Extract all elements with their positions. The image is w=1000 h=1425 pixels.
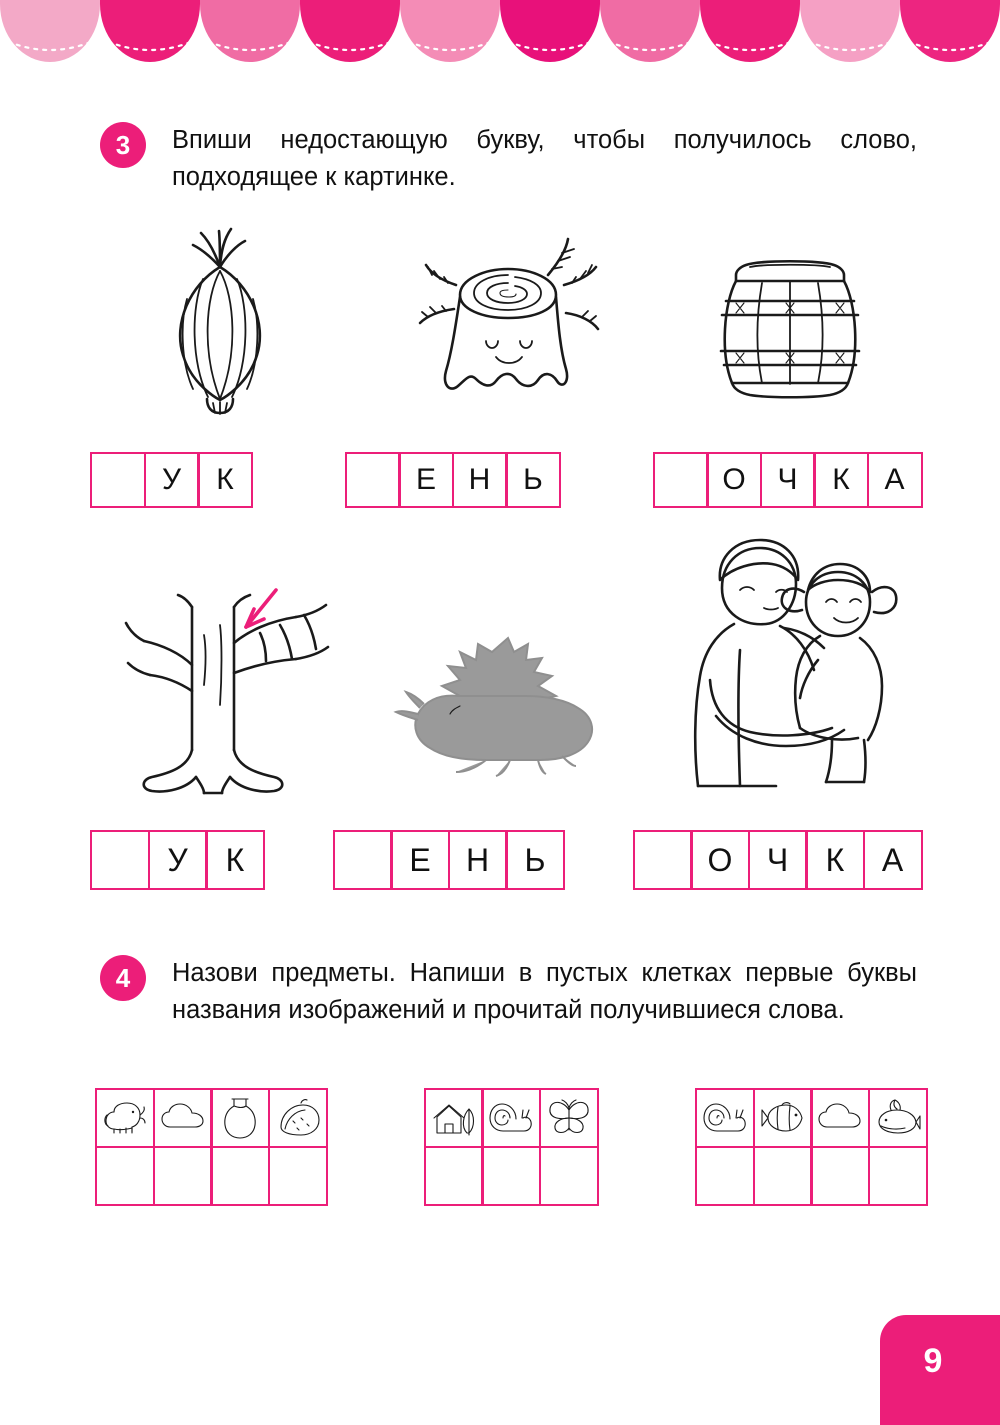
elephant-icon: [95, 1088, 155, 1148]
letter-cell: Е: [390, 830, 450, 890]
letter-cell: Ь: [505, 452, 561, 508]
letter-cell: Н: [452, 452, 508, 508]
picture-row: [424, 1088, 597, 1146]
task-4: [100, 955, 920, 1029]
task-3-word-row-1: [90, 452, 920, 508]
word-barrel: [653, 452, 921, 508]
whale-icon: [868, 1088, 928, 1148]
decorative-banner: [0, 0, 1000, 90]
answer-grid: [95, 1088, 325, 1203]
answer-row: [95, 1146, 325, 1204]
task-4-instruction: Назови предметы. Напиши в пустых клетках первые буквы названия изображений и прочитай получившиеся слова.: [172, 959, 917, 1024]
banner-scallop: [400, 0, 500, 62]
letter-cell: О: [690, 830, 750, 890]
answer-cell[interactable]: [153, 1146, 213, 1206]
father-daughter-icon: [660, 530, 920, 810]
watermelon-icon: [268, 1088, 328, 1148]
banner-scallop: [200, 0, 300, 62]
answer-cell[interactable]: [481, 1146, 541, 1206]
butterfly-icon: [539, 1088, 599, 1148]
letter-cell: У: [144, 452, 200, 508]
banner-scallop: [500, 0, 600, 62]
letter-cell: Ь: [505, 830, 565, 890]
snail-icon: [481, 1088, 541, 1148]
letter-cell-empty[interactable]: [90, 452, 146, 508]
banner-scallop: [600, 0, 700, 62]
hedgehog-icon: [375, 530, 635, 810]
letter-cell-empty[interactable]: [345, 452, 401, 508]
answer-cell[interactable]: [753, 1146, 813, 1206]
letter-cell: А: [867, 452, 923, 508]
banner-scallop: [900, 0, 1000, 62]
answer-cell[interactable]: [268, 1146, 328, 1206]
task-3-word-row-2: [90, 830, 920, 890]
banner-scallop: [0, 0, 100, 62]
answer-cell[interactable]: [810, 1146, 870, 1206]
tree-stump-icon: [375, 218, 635, 418]
banner-scallop: [800, 0, 900, 62]
answer-grid: [424, 1088, 597, 1203]
letter-cell: Е: [398, 452, 454, 508]
task-4-grids: [95, 1088, 925, 1203]
barrel-icon: [660, 218, 920, 418]
letter-cell-empty[interactable]: [653, 452, 709, 508]
answer-cell[interactable]: [695, 1146, 755, 1206]
task-3-picture-row-1: [90, 218, 920, 418]
letter-cell: К: [813, 452, 869, 508]
answer-row: [695, 1146, 925, 1204]
banner-scallop: [300, 0, 400, 62]
letter-cell: К: [197, 452, 253, 508]
vase-icon: [210, 1088, 270, 1148]
house-icon: [424, 1088, 484, 1148]
task-3-picture-row-2: [90, 530, 920, 810]
letter-cell: Н: [448, 830, 508, 890]
letter-cell-empty[interactable]: [90, 830, 150, 890]
task-3-instruction: Впиши недостающую букву, чтобы получилось слово, подходящее к картинке.: [172, 126, 917, 191]
answer-cell[interactable]: [539, 1146, 599, 1206]
letter-cell: Ч: [748, 830, 808, 890]
task-3-number: 3: [100, 122, 146, 168]
letter-cell: Ч: [760, 452, 816, 508]
word-stump: [345, 452, 559, 508]
picture-row: [95, 1088, 325, 1146]
letter-cell: А: [863, 830, 923, 890]
snail-icon: [695, 1088, 755, 1148]
banner-scallop: [100, 0, 200, 62]
picture-row: [695, 1088, 925, 1146]
answer-cell[interactable]: [868, 1146, 928, 1206]
word-onion: [90, 452, 251, 508]
letter-cell: К: [205, 830, 265, 890]
letter-cell: О: [706, 452, 762, 508]
letter-cell-empty[interactable]: [333, 830, 393, 890]
clownfish-icon: [753, 1088, 813, 1148]
tree-branch-icon: [90, 530, 350, 810]
answer-cell[interactable]: [424, 1146, 484, 1206]
banner-scallop: [700, 0, 800, 62]
letter-cell: У: [148, 830, 208, 890]
answer-cell[interactable]: [210, 1146, 270, 1206]
page-number: 9: [880, 1315, 1000, 1425]
letter-cell-empty[interactable]: [633, 830, 693, 890]
word-daughter: [633, 830, 921, 890]
cloud-icon: [810, 1088, 870, 1148]
answer-cell[interactable]: [95, 1146, 155, 1206]
onion-icon: [90, 218, 350, 418]
cloud-icon: [153, 1088, 213, 1148]
task-3: [100, 122, 920, 196]
answer-row: [424, 1146, 597, 1204]
word-hedgehog: [333, 830, 563, 890]
letter-cell: К: [805, 830, 865, 890]
word-branch: [90, 830, 263, 890]
answer-grid: [695, 1088, 925, 1203]
task-4-number: 4: [100, 955, 146, 1001]
